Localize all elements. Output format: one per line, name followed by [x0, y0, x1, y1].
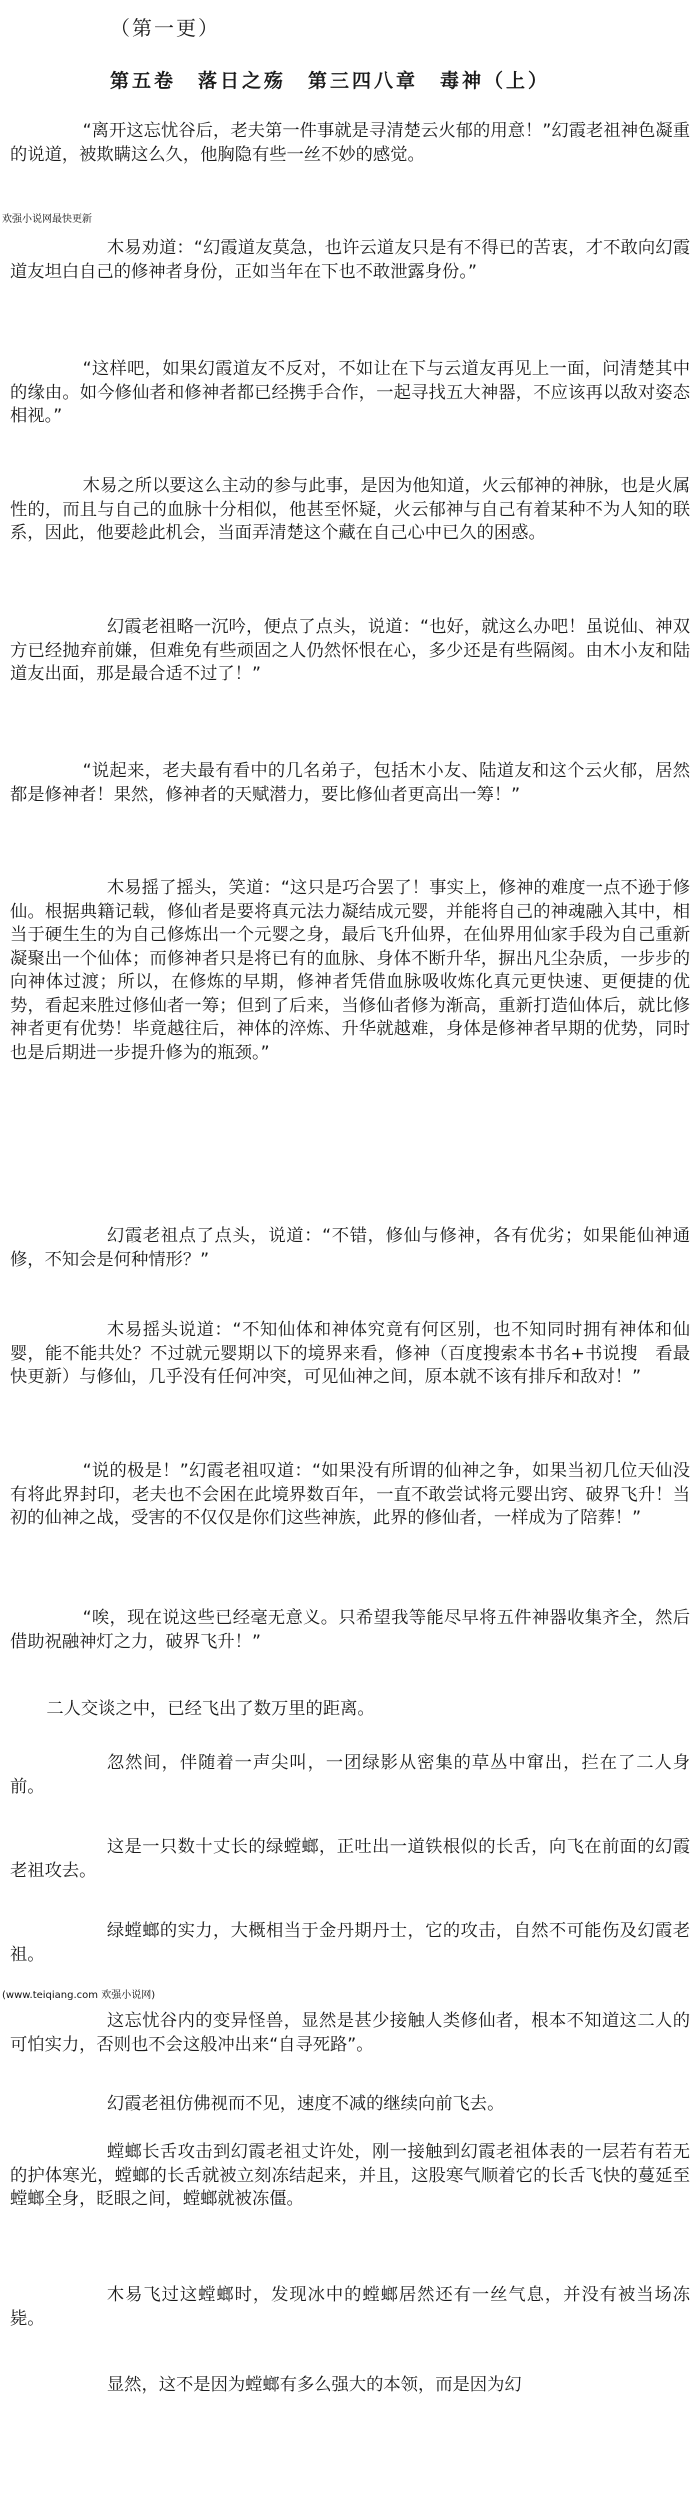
paragraph: “说的极是！”幻霞老祖叹道：“如果没有所谓的仙神之争，如果当初几位天仙没有将此界封印，老夫也不会困在此境界数百年，一直不敢尝试将元婴出窍、破界飞升！当初的仙神之战，受害的不仅仅是你们这些神族，此界的修仙者，一样成为了陪葬！” [10, 1461, 690, 1528]
paragraph: 这忘忧谷内的变异怪兽，显然是甚少接触人类修仙者，根本不知道这二人的可怕实力，否则也不会这般冲出来“自寻死路”。 [10, 2011, 690, 2055]
paragraph: 螳螂长舌攻击到幻霞老祖丈许处，刚一接触到幻霞老祖体表的一层若有若无的护体寒光，螳螂的长舌就被立刻冻结起来，并且，这股寒气顺着它的长舌飞快的蔓延至螳螂全身，眨眼之间，螳螂就被冻僵。 [10, 2142, 690, 2209]
paragraph: 木易摇头说道：“不知仙体和神体究竟有何区别，也不知同时拥有神体和仙婴，能不能共处？不过就元婴期以下的境界来看，修神（百度搜索本书名+书说搜 看最快更新）与修仙，几乎没有任何冲突，可见仙神之间，原本就不该有排斥和敌对！” [10, 1320, 690, 1387]
paragraph: 忽然间，伴随着一声尖叫，一团绿影从密集的草丛中窜出，拦在了二人身前。 [10, 1753, 690, 1797]
paragraph: “说起来，老夫最有看中的几名弟子，包括木小友、陆道友和这个云火郁，居然都是修神者！果然，修神者的天赋潜力，要比修仙者更高出一筹！” [10, 761, 690, 805]
paragraph: 显然，这不是因为螳螂有多么强大的本领，而是因为幻 [106, 2375, 522, 2395]
update-label: （第一更） [110, 16, 220, 40]
paragraph: 木易摇了摇头，笑道：“这只是巧合罢了！事实上，修神的难度一点不逊于修仙。根据典籍记载，修仙者是要将真元法力凝结成元婴，并能将自己的神魂融入其中，相当于硬生生的为自己修炼出一个元婴之身，最后飞升仙界，在仙界用仙家手段为自己重新凝聚出一个仙体；而修神者只是将已有的血脉、身体不断升华，摒出凡尘杂质，一步步的向神体过渡；所以，在修炼的早期，修神者凭借血脉吸收炼化真元更快速、更便捷的优势，看起来胜过修仙者一筹；但到了后来，当修仙者修为渐高，重新打造仙体后，就比修神者更有优势！毕竟越往后，神体的淬炼、升华就越难，身体是修神者早期的优势，同时也是后期进一步提升修为的瓶颈。” [10, 878, 690, 1063]
chapter-title: 第五卷 落日之殇 第三四八章 毒神（上） [110, 70, 551, 92]
paragraph: 幻霞老祖略一沉吟，便点了点头，说道：“也好，就这么办吧！虽说仙、神双方已经抛弃前嫌，但难免有些顽固之人仍然怀恨在心，多少还是有些隔阂。由木小友和陆道友出面，那是最合适不过了！” [10, 617, 690, 684]
paragraph: 幻霞老祖点了点头，说道：“不错，修仙与修神，各有优劣；如果能仙神通修，不知会是何种情形？” [10, 1226, 690, 1270]
paragraph: “这样吧，如果幻霞道友不反对，不如让在下与云道友再见上一面，问清楚其中的缘由。如今修仙者和修神者都已经携手合作，一起寻找五大神器，不应该再以敌对姿态相视。” [10, 359, 690, 426]
paragraph: 二人交谈之中，已经飞出了数万里的距离。 [46, 1699, 375, 1719]
site-watermark: (www.teiqiang.com 欢强小说网) [2, 1990, 156, 2001]
paragraph: “离开这忘忧谷后，老夫第一件事就是寻清楚云火郁的用意！”幻霞老祖神色凝重的说道，被欺瞒这么久，他胸隐有些一丝不妙的感觉。 [10, 121, 690, 165]
paragraph: 木易之所以要这么主动的参与此事，是因为他知道，火云郁神的神脉，也是火属性的，而且与自己的血脉十分相似，他甚至怀疑，火云郁神与自己有着某种不为人知的联系，因此，他要趁此机会，当面弄清楚这个藏在自己心中已久的困惑。 [10, 476, 690, 543]
paragraph: 幻霞老祖仿佛视而不见，速度不减的继续向前飞去。 [106, 2094, 505, 2114]
site-watermark: 欢强小说网最快更新 [2, 214, 92, 225]
paragraph: 绿螳螂的实力，大概相当于金丹期丹士，它的攻击，自然不可能伤及幻霞老祖。 [10, 1921, 690, 1965]
paragraph: 木易飞过这螳螂时，发现冰中的螳螂居然还有一丝气息，并没有被当场冻毙。 [10, 2285, 690, 2329]
paragraph: 木易劝道：“幻霞道友莫急，也许云道友只是有不得已的苦衷，才不敢向幻霞道友坦白自己的修神者身份，正如当年在下也不敢泄露身份。” [10, 238, 690, 282]
paragraph: “唉，现在说这些已经毫无意义。只希望我等能尽早将五件神器收集齐全，然后借助祝融神灯之力，破界飞升！” [10, 1608, 690, 1652]
paragraph: 这是一只数十丈长的绿螳螂，正吐出一道铁根似的长舌，向飞在前面的幻霞老祖攻去。 [10, 1837, 690, 1881]
